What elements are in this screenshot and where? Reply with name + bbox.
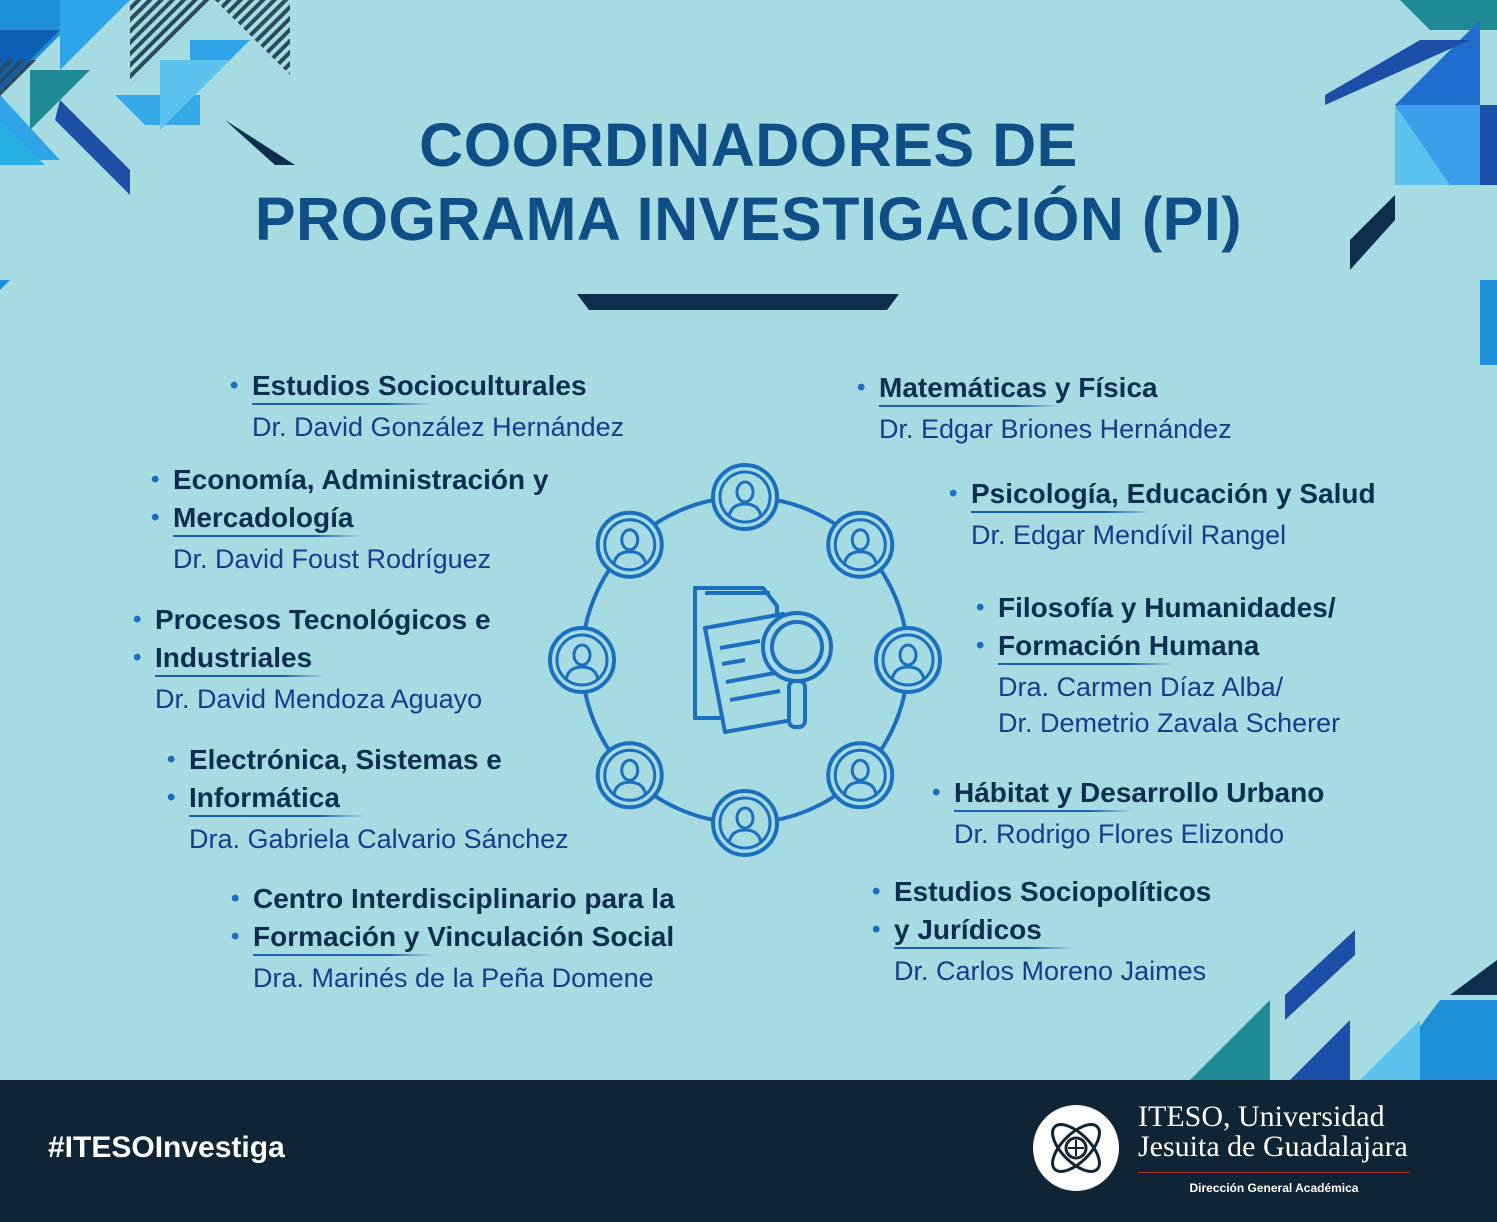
program-name: • Hábitat y Desarrollo Urbano: [954, 774, 1324, 812]
program-name: • Filosofía y Humanidades/: [998, 589, 1340, 627]
program-name-cont: • y Jurídicos: [894, 911, 1211, 949]
logo-text-line-2: Jesuita de Guadalajara: [1138, 1130, 1408, 1163]
coordinator-name: Dr. David Mendoza Aguayo: [155, 684, 483, 714]
program-name-cont: • Informática: [189, 779, 569, 817]
program-name: • Estudios Socioculturales: [252, 367, 624, 405]
person-icon: [828, 513, 892, 577]
coordinator-name: Dra. Carmen Díaz Alba/: [998, 672, 1284, 702]
person-icon: [598, 513, 662, 577]
coordinator-name: Dra. Gabriela Calvario Sánchez: [189, 824, 569, 854]
program-name-cont: • Industriales: [155, 639, 491, 677]
logo-divider: [1138, 1172, 1410, 1173]
program-name: • Electrónica, Sistemas e: [189, 741, 569, 779]
program-name: • Economía, Administración y: [173, 461, 548, 499]
person-icon: [713, 465, 777, 529]
logo-text-line-1: ITESO, Universidad: [1138, 1100, 1385, 1133]
coordinator-name: Dr. David Foust Rodríguez: [173, 544, 492, 574]
hashtag: #ITESOInvestiga: [48, 1131, 285, 1164]
list-item: [954, 774, 1324, 852]
program-name: • Psicología, Educación y Salud: [971, 475, 1376, 513]
coordinator-name: Dr. Rodrigo Flores Elizondo: [954, 819, 1285, 849]
title-line-2: PROGRAMA INVESTIGACIÓN (PI): [254, 185, 1243, 253]
title-divider: [577, 294, 899, 312]
program-name: • Procesos Tecnológicos e: [155, 601, 491, 639]
program-name-cont: • Mercadología: [173, 499, 548, 537]
coordinator-name: Dra. Marinés de la Peña Domene: [253, 963, 654, 993]
list-item: [189, 741, 569, 857]
research-network-icon: [545, 460, 945, 860]
coordinator-name: Dr. Edgar Mendívil Rangel: [971, 520, 1287, 550]
person-icon: [550, 628, 614, 692]
coordinator-name: Dr. Demetrio Zavala Scherer: [998, 708, 1341, 738]
coordinator-name: Dr. Carlos Moreno Jaimes: [894, 956, 1207, 986]
list-item: [173, 461, 548, 577]
list-item: [155, 601, 491, 717]
list-item: [879, 369, 1232, 447]
program-name: • Matemáticas y Física: [879, 369, 1232, 407]
list-item: [971, 475, 1376, 553]
person-icon: [713, 791, 777, 855]
person-icon: [828, 743, 892, 807]
page-title: [0, 108, 1497, 256]
coordinator-name: Dr. David González Hernández: [252, 412, 625, 442]
iteso-logo: [1032, 1104, 1120, 1192]
program-name-cont: • Formación Humana: [998, 627, 1340, 665]
list-item: [253, 880, 675, 996]
program-name: • Estudios Sociopolíticos: [894, 873, 1211, 911]
program-name-cont: • Formación y Vinculación Social: [253, 918, 675, 956]
person-icon: [598, 743, 662, 807]
list-item: [252, 367, 624, 445]
department-label: Dirección General Académica: [1189, 1181, 1359, 1195]
list-item: [894, 873, 1211, 989]
program-name: • Centro Interdisciplinario para la: [253, 880, 675, 918]
title-line-1: COORDINADORES DE: [419, 111, 1078, 179]
list-item: [998, 589, 1340, 741]
coordinator-name: Dr. Edgar Briones Hernández: [879, 414, 1232, 444]
person-icon: [876, 628, 940, 692]
